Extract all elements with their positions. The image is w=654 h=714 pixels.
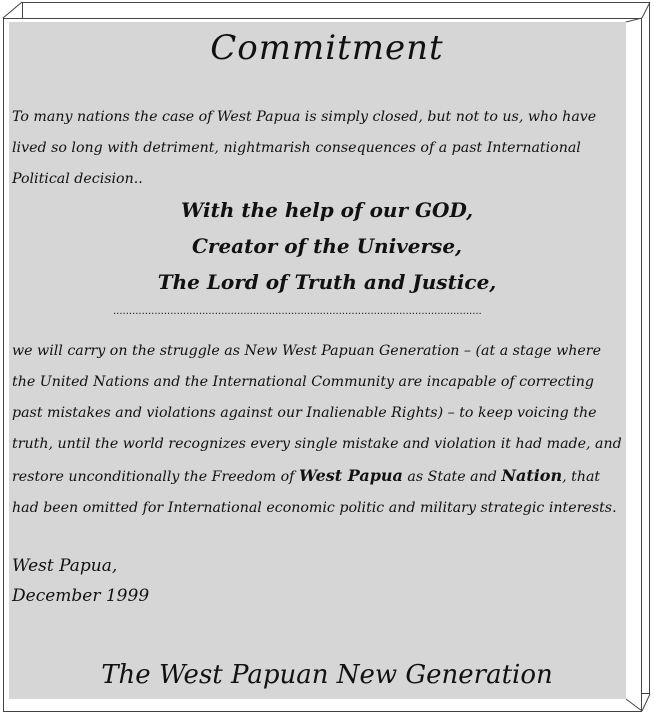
body-text-part-1: we will carry on the struggle as New West Papuan Generation – (at a stage where the United Nations and the International Community are incapable of correcting past mistakes and violations against our Inalienable Rights) – to keep voicing the truth, until the world recognizes every single mistake and violation it had made, and restore unconditionally the Freedom of	[12, 343, 622, 485]
signature-place: West Papua,	[12, 556, 118, 576]
page-title: Commitment	[210, 28, 444, 68]
body-text-part-2: as State and	[402, 469, 502, 485]
creed-line-2: Creator of the Universe,	[192, 234, 462, 258]
creed-line-1: With the help of our GOD,	[180, 198, 474, 222]
creed-line-3: The Lord of Truth and Justice,	[157, 270, 497, 294]
footer-signature: The West Papuan New Generation	[101, 660, 553, 690]
signature-date: December 1999	[12, 586, 150, 606]
dotted-separator: ....................................................................................................................	[113, 306, 482, 317]
body-emphasis-west-papua: West Papua	[298, 466, 403, 485]
body-emphasis-nation: Nation	[501, 466, 563, 485]
body-text-part-3: , that had been omitted for International economic politic and military strategic interests.	[12, 469, 617, 516]
body-paragraph	[12, 336, 626, 524]
intro-paragraph: To many nations the case of West Papua is simply closed, but not to us, who have lived so long with detriment, nightmarish consequences of a past International Political decision..	[12, 109, 597, 187]
